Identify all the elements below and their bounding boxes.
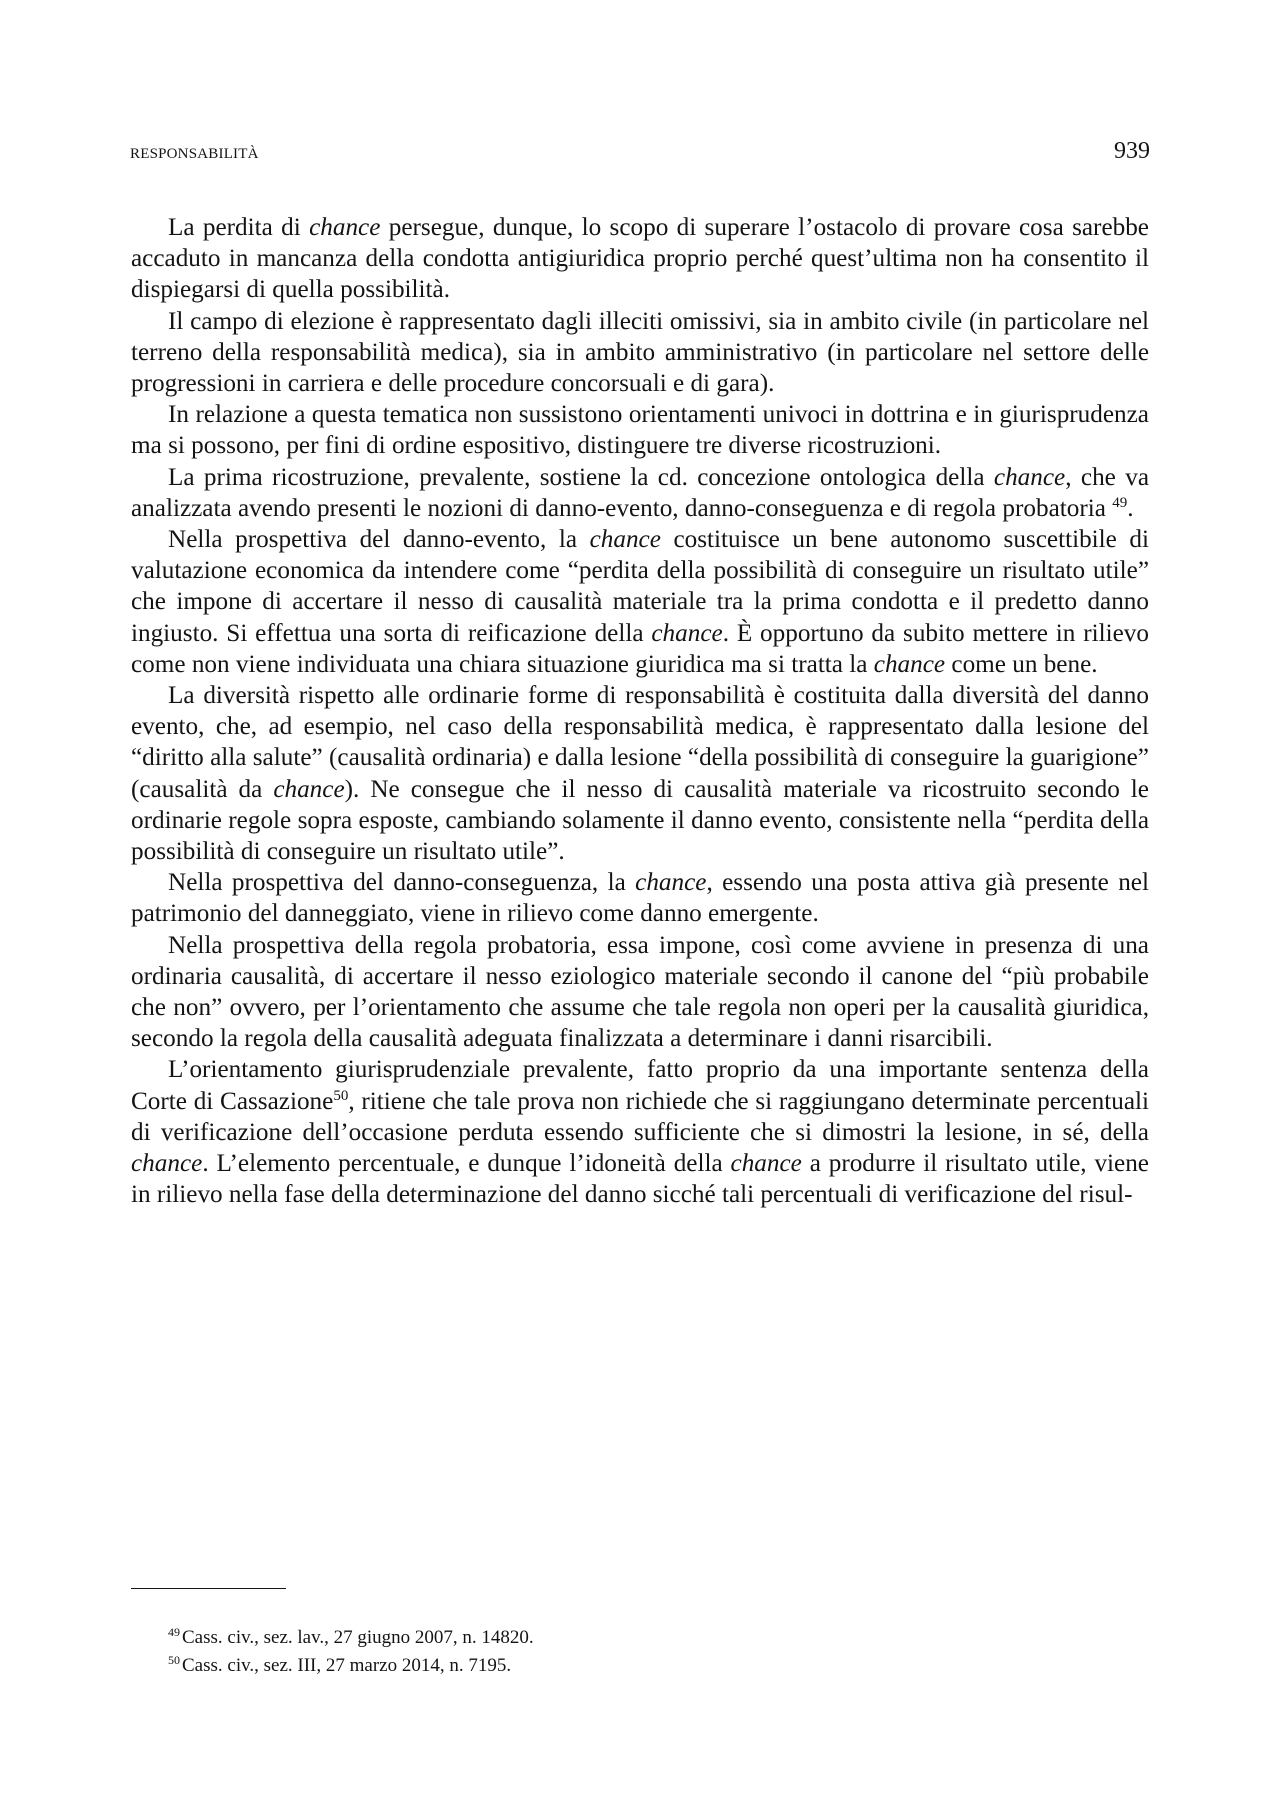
text-run: La perdita di: [168, 214, 310, 241]
italic-term: chance: [873, 650, 946, 678]
paragraph: [131, 930, 1149, 1055]
footnote-separator: [131, 1588, 286, 1589]
body-text: [131, 212, 1149, 1211]
footnote-text: Cass. civ., sez. lav., 27 giugno 2007, n. 14820.: [182, 1627, 534, 1648]
text-run: L’orientamento giurisprudenziale prevalente, fatto proprio da una importante sentenza della Corte di Cassazione: [131, 1056, 1149, 1115]
italic-term: chance: [273, 775, 345, 803]
text-run: Il campo di elezione è rappresentato dagli illeciti omissivi, sia in ambito civile (in particolare nel terreno della responsabilità medica), sia in ambito amministrativo (in particolare nel settore delle progressioni in carriera e delle procedure concorsuali e di gara).: [131, 307, 1149, 398]
italic-term: chance: [131, 1150, 203, 1178]
paragraph: [131, 306, 1149, 400]
paragraph: [131, 1054, 1149, 1210]
page-number: 939: [1114, 138, 1150, 164]
paragraph: [131, 399, 1149, 461]
text-run: Nella prospettiva del danno-conseguenza, la: [168, 869, 636, 897]
text-run: La diversità rispetto alle ordinarie forme di responsabilità è costituita dalla diversità del danno evento, che, ad esempio, nel caso della responsabilità medica, è rappresentato dalla lesione del “diritto alla salute” (causalità ordinaria) e dalla lesione “della possibilità di conseguire la guarigione” (causalità da: [131, 682, 1149, 803]
footnote-reference: 50: [333, 1087, 349, 1104]
text-run: . È opportuno da subito mettere in rilievo come non viene individuata una chiara situazione giuridica ma si tratta la: [131, 619, 1149, 678]
italic-term: chance: [589, 526, 661, 554]
text-run: . L’elemento percentuale, e dunque l’idoneità della: [202, 1150, 731, 1178]
text-run: , ritiene che tale prova non richiede che si raggiungano determinate percentuali di verificazione dell’occasione perduta essendo sufficiente che si dimostri la lesione, in sé, della: [131, 1087, 1149, 1146]
italic-term: chance: [993, 463, 1066, 491]
text-run: La prima ricostruzione, prevalente, sostiene la cd. concezione ontologica della: [168, 463, 994, 491]
running-title: RESPONSABILITÀ: [130, 146, 259, 162]
footnote-49: [168, 1624, 1148, 1652]
text-run: , che va analizzata avendo presenti le nozioni di danno-evento, danno-conseguenza e di regola probatoria: [131, 463, 1149, 522]
text-run: a produrre il risultato utile, viene in rilievo nella fase della determinazione del danno sicché tali percentuali di verificazione del risul-: [131, 1150, 1149, 1209]
paragraph: [131, 524, 1149, 680]
footnote-50: [168, 1652, 1148, 1680]
italic-term: chance: [651, 619, 723, 647]
text-run: ). Ne consegue che il nesso di causalità materiale va ricostruito secondo le ordinarie regole sopra esposte, cambiando solamente il danno evento, consistente nella “perdita della possibilità di conseguire un risultato utile”.: [131, 775, 1149, 866]
text-run: Nella prospettiva del danno-evento, la: [168, 526, 590, 554]
text-run: persegue, dunque, lo scopo di superare l’ostacolo di provare cosa sarebbe accaduto in mancanza della condotta antigiuridica proprio perché quest’ultima non ha consentito il dispiegarsi di quella possibilità.: [131, 214, 1149, 304]
paragraph: [131, 212, 1149, 306]
italic-term: chance: [309, 214, 381, 241]
text-run: , essendo una posta attiva già presente nel patrimonio del danneggiato, viene in rilievo come danno emergente.: [131, 869, 1149, 928]
text-run: costituisce un bene autonomo suscettibile di valutazione economica da intendere come “perdita della possibilità di conseguire un risultato utile” che impone di accertare il nesso di causalità materiale tra la prima condotta e il predetto danno ingiusto. Si effettua una sorta di reificazione della: [131, 526, 1149, 647]
footnotes: [168, 1624, 1148, 1680]
footnote-reference: 49: [1112, 494, 1128, 511]
text-run: come un bene.: [945, 650, 1098, 678]
footnote-number: 50: [168, 1653, 180, 1667]
footnote-number: 49: [168, 1625, 180, 1639]
paragraph: [131, 462, 1149, 524]
text-run: Nella prospettiva della regola probatoria, essa impone, così come avviene in presenza di una ordinaria causalità, di accertare il nesso eziologico materiale secondo il canone del “più probabile che non” ovvero, per l’orientamento che assume che tale regola non operi per la causalità giuridica, secondo la regola della causalità adeguata finalizzata a determinare i danni risarcibili.: [131, 931, 1149, 1053]
text-run: In relazione a questa tematica non sussistono orientamenti univoci in dottrina e in giurisprudenza ma si possono, per fini di ordine espositivo, distinguere tre diverse ricostruzioni.: [131, 401, 1149, 460]
footnote-text: Cass. civ., sez. III, 27 marzo 2014, n. 7195.: [182, 1655, 512, 1676]
text-run: .: [1127, 494, 1134, 522]
paragraph: [131, 867, 1149, 929]
italic-term: chance: [635, 869, 707, 897]
italic-term: chance: [730, 1150, 802, 1178]
paragraph: [131, 680, 1149, 867]
running-head: [130, 138, 1150, 165]
